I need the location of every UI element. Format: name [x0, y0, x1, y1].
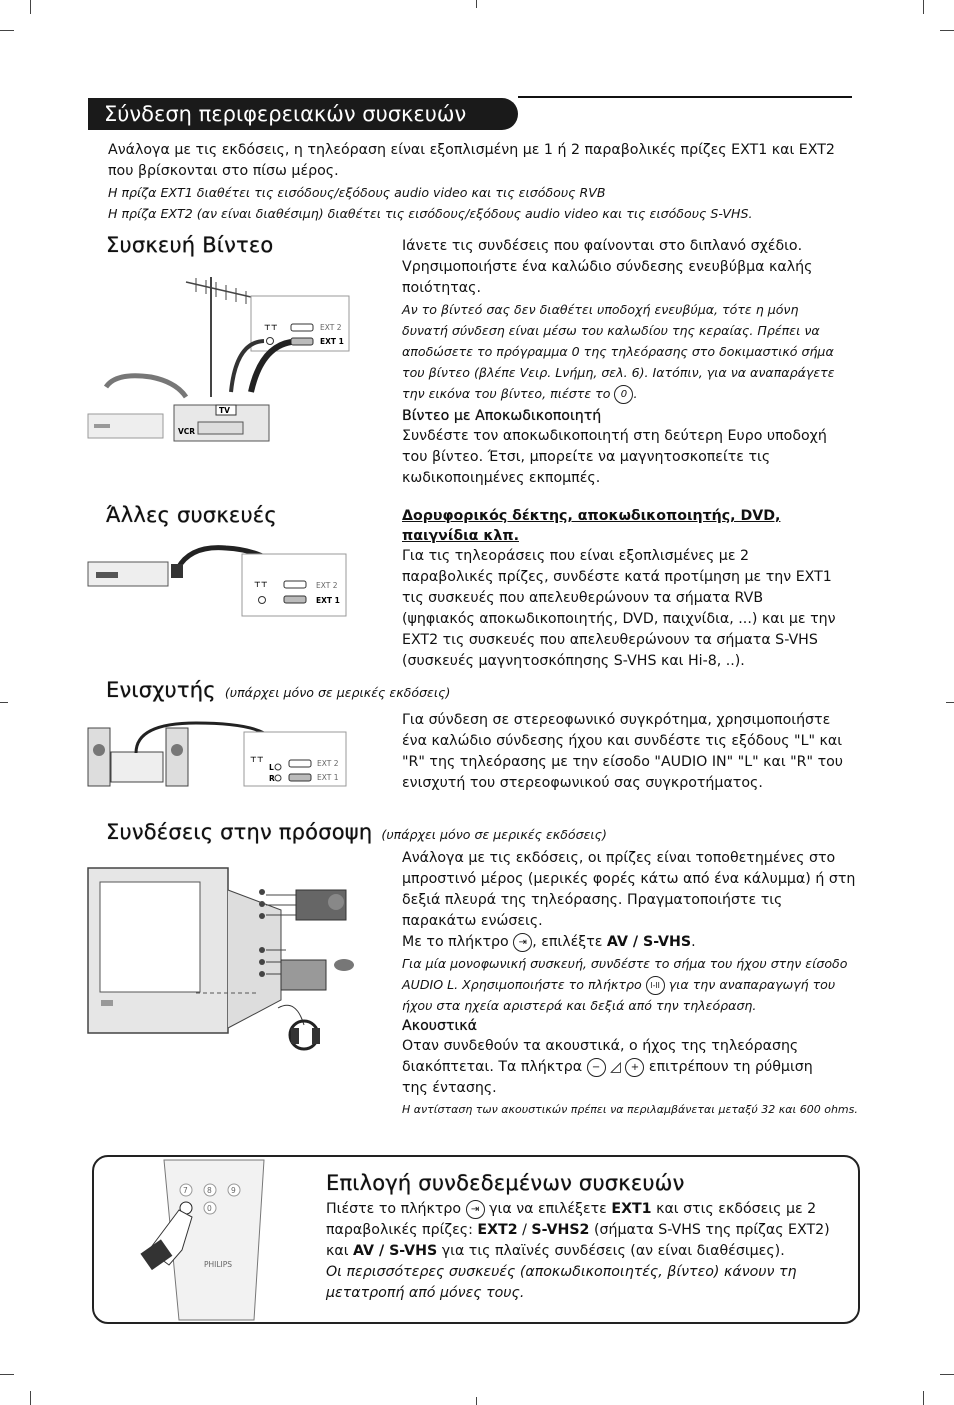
other-text [402, 506, 862, 672]
intro-line: Ανάλογα με τις εκδόσεις, η τηλεόραση είναι εξοπλισμένη με 1 ή 2 παραβολικές πρίζες EXT1 και EXT2 [108, 142, 835, 158]
av-key-icon: ⇥ [466, 1200, 485, 1219]
page-title: Σύνδεση περιφερειακών συσκευών [88, 98, 518, 130]
other-heading: Άλλες συσκευές [106, 503, 277, 527]
amp-note: (υπάρχει μόνο σε μερικές εκδόσεις) [224, 685, 451, 700]
video-p: Vρησιμοποιήστε ένα καλώδιο σύνδεσης ενευβύβμα καλής [402, 259, 813, 275]
front-p: δεξιά πλευρά της τηλεόρασης. Πραγματοποιήστε τις [402, 892, 783, 908]
front-p-text: Με το πλήκτρο [402, 934, 509, 950]
select-text-span: για να επιλέξετε [489, 1201, 607, 1217]
video-note: του βίντεο (βλέπε Vειρ. Lνήμη, σελ. 6). Ιατόπιν, για να αναπαράγετε [402, 365, 835, 380]
select-text-span: (σήματα S-VHS της πρίζας EXT2) [593, 1222, 830, 1238]
amp-p: ενισχυτή του στερεοφωνικού σας συγκροτήματος. [402, 775, 763, 791]
av-key-icon: ⇥ [513, 933, 532, 952]
remote-key: 0 [207, 1204, 212, 1213]
other-p: EXT2 τις συσκευές που απελευθερώνουν τα σήματα S-VHS [402, 632, 818, 648]
front-p: μπροστινό μέρος (μερικές φορές κάτω από ένα κάλυμμα) ή στη [402, 871, 856, 887]
video-subheading: Βίντεο με Αποκωδικοποιητή [402, 408, 602, 424]
select-text-span: και στις εκδόσεις με 2 [656, 1201, 817, 1217]
video-text [402, 236, 862, 489]
select-text-span: παραβολικές πρίζες: [326, 1222, 473, 1238]
ext1-label: EXT 1 [316, 596, 340, 605]
zero-key-icon: 0 [614, 385, 633, 404]
remote-key: 8 [207, 1186, 212, 1195]
svhs2-label: S-VHS2 [531, 1222, 590, 1238]
headphones-text: διακόπτεται. Τα πλήκτρα [402, 1059, 583, 1075]
svg-text:⊤⊤: ⊤⊤ [264, 323, 278, 332]
headphones-p: Οταν συνδεθούν τα ακουστικά, ο ήχος της τηλεόρασης [402, 1038, 799, 1054]
select-text [326, 1171, 846, 1304]
video-note: αποδώσετε το πρόγραμμα 0 της τηλεόρασης στο δοκιμαστικό σήμα [402, 344, 834, 359]
intro-note: Η πρίζα EXT1 διαθέτει τις εισόδους/εξόδους audio video και τις εισόδους RVB [108, 185, 606, 200]
other-devices-diagram [86, 540, 348, 620]
front-p: Ανάλογα με τις εκδόσεις, οι πρίζες είναι τοποθετημένες στο [402, 850, 836, 866]
video-p: Ιάνετε τις συνδέσεις που φαίνονται στο διπλανό σχέδιο. [402, 238, 803, 254]
video-note: δυνατή σύνδεση είναι μέσω του καλωδίου της κεραίας. Πρέπει να [402, 323, 820, 338]
select-note: Οι περισσότερες συσκευές (αποκωδικοποιητές, βίντεο) κάνουν τη [326, 1264, 797, 1280]
plus-key-icon: + [625, 1058, 644, 1077]
crop-mark [0, 1374, 14, 1375]
ext1-label: EXT 1 [317, 773, 339, 782]
front-note-text: για την αναπαραγωγή του [668, 977, 836, 992]
remote-key: 9 [231, 1186, 236, 1195]
crop-mark [923, 1391, 924, 1405]
crop-mark [476, 1397, 477, 1405]
remote-key: 7 [183, 1186, 188, 1195]
headphones-p: της έντασης. [402, 1080, 497, 1096]
video-heading: Συσκευή Βίντεο [106, 233, 274, 257]
other-p: Για τις τηλεοράσεις που είναι εξοπλισμένες με 2 [402, 548, 750, 564]
select-p [326, 1241, 846, 1262]
select-heading: Επιλογή συνδεδεμένων συσκευών [326, 1171, 685, 1195]
intro-note: Η πρίζα EXT2 (αν είναι διαθέσιμη) διαθέτει τις εισόδους/εξόδους audio video και τις εισόδους S-VHS. [108, 206, 753, 221]
intro [108, 140, 858, 224]
video-note-text: την εικόνα του βίντεο, πιέστε το [402, 386, 611, 401]
amp-heading: Ενισχυτής [106, 678, 216, 702]
crop-mark [30, 1391, 31, 1405]
front-note-text: AUDIO L. Χρησιμοποιήστε το πλήκτρο [402, 977, 642, 992]
crop-mark [940, 30, 954, 31]
ext2-label: EXT2 [477, 1222, 518, 1238]
select-text-span: / [522, 1222, 527, 1238]
minus-key-icon: − [587, 1058, 606, 1077]
select-devices-box [92, 1155, 860, 1324]
select-note: μετατροπή από μόνες τους. [326, 1285, 525, 1301]
amp-heading-row [106, 678, 450, 703]
front-note-line [402, 974, 872, 995]
video-note [402, 383, 862, 404]
svg-text:⊤⊤: ⊤⊤ [250, 755, 264, 764]
front-p-text: , επιλέξτε [532, 934, 603, 950]
amp-r: R [269, 774, 275, 783]
select-p [326, 1199, 846, 1220]
video-sub-p: του βίντεο. Έτσι, μπορείτε να μαγνητοσκοπείτε τις [402, 449, 771, 465]
front-note-line: Για μία μονοφωνική συσκευή, συνδέστε το σήμα του ήχου στην είσοδο [402, 956, 848, 971]
video-sub-p: κωδικοποιημένες εκπομπές. [402, 470, 601, 486]
remote-brand: PHILIPS [204, 1260, 233, 1269]
front-p: παρακάτω ενώσεις. [402, 913, 543, 929]
other-p: (συσκευές μαγνητοσκόπησης S-VHS και Hi-8, ..). [402, 653, 745, 669]
amp-p: Για σύνδεση σε στερεοφωνικό συγκρότημα, χρησιμοποιήστε [402, 712, 831, 728]
front-heading-row [106, 820, 607, 845]
crop-mark [946, 702, 954, 703]
ext1-label: EXT 1 [320, 337, 344, 346]
video-note-end: . [633, 386, 638, 401]
vcr-diagram [86, 272, 356, 447]
other-subheading: παιγνίδια κλπ. [402, 528, 519, 544]
crop-mark [0, 30, 14, 31]
amp-p: ένα καλώδιο σύνδεσης ήχου και συνδέστε τις εξόδους "L" και [402, 733, 843, 749]
crop-mark [30, 0, 31, 14]
front-heading: Συνδέσεις στην πρόσοψη [106, 820, 373, 844]
video-note: Αν το βίντεό σας δεν διαθέτει υποδοχή ενευβύμα, τότε η μόνη [402, 302, 799, 317]
crop-mark [476, 0, 477, 8]
ext2-label: EXT 2 [317, 759, 339, 768]
headphones-p [402, 1057, 872, 1078]
amplifier-diagram [86, 718, 348, 790]
other-p: παραβολικές πρίζες, συνδέστε κατά προτίμηση με την EXT1 [402, 569, 832, 585]
front-text [402, 848, 872, 1120]
select-text-span: Πιέστε το πλήκτρο [326, 1201, 462, 1217]
av-svhs-label: AV / S-VHS [606, 934, 692, 950]
crop-mark [0, 702, 8, 703]
other-subheading: Δορυφορικός δέκτης, αποκωδικοποιητής, DVD, [402, 508, 781, 524]
vcr-label: VCR [178, 427, 196, 436]
headphones-note: Η αντίσταση των ακουστικών πρέπει να περιλαμβάνεται μεταξύ 32 και 600 ohms. [402, 1103, 858, 1116]
select-text-span: και [326, 1243, 349, 1259]
front-p [402, 932, 872, 953]
select-p [326, 1220, 846, 1241]
ext1-label: EXT1 [611, 1201, 652, 1217]
tv-label: TV [219, 406, 230, 415]
ext2-label: EXT 2 [316, 581, 338, 590]
front-connections-diagram [86, 860, 366, 1060]
ext2-label: EXT 2 [320, 323, 342, 332]
svg-text:⊤⊤: ⊤⊤ [254, 580, 268, 589]
stereo-key-icon: I-II [646, 976, 665, 995]
av-svhs-label: AV / S-VHS [353, 1243, 438, 1259]
amp-l: L [269, 763, 274, 772]
title-rule [518, 96, 852, 98]
amp-p: "R" της τηλεόρασης με την είσοδο "AUDIO IN" "L" και "R" του [402, 754, 844, 770]
crop-mark [940, 1374, 954, 1375]
other-p: (ψηφιακός αποκωδικοποιητής, DVD, παιχνίδια, ...) και με την [402, 611, 836, 627]
volume-icon: ◿ [610, 1059, 621, 1075]
intro-line: που βρίσκονται στο πίσω μέρος. [108, 163, 339, 179]
front-p-end: . [691, 934, 696, 950]
amp-text [402, 710, 862, 794]
headphones-subheading: Ακουστικά [402, 1018, 478, 1034]
front-note: (υπάρχει μόνο σε μερικές εκδόσεις) [381, 827, 607, 842]
other-p: τις συσκευές που απελευθερώνουν τα σήματα RVB [402, 590, 764, 606]
headphones-text: επιτρέπουν τη ρύθμιση [648, 1059, 813, 1075]
remote-control-illustration [134, 1155, 274, 1324]
video-sub-p: Συνδέστε τον αποκωδικοποιητή στη δεύτερη Ευρο υποδοχή [402, 428, 827, 444]
crop-mark [923, 0, 924, 14]
front-note-line: ήχου στα ηχεία αριστερά και δεξιά από την τηλεόραση. [402, 998, 757, 1013]
video-p: ποιότητας. [402, 280, 481, 296]
select-text-span: για τις πλαϊνές συνδέσεις (αν είναι διαθέσιμες). [441, 1243, 785, 1259]
